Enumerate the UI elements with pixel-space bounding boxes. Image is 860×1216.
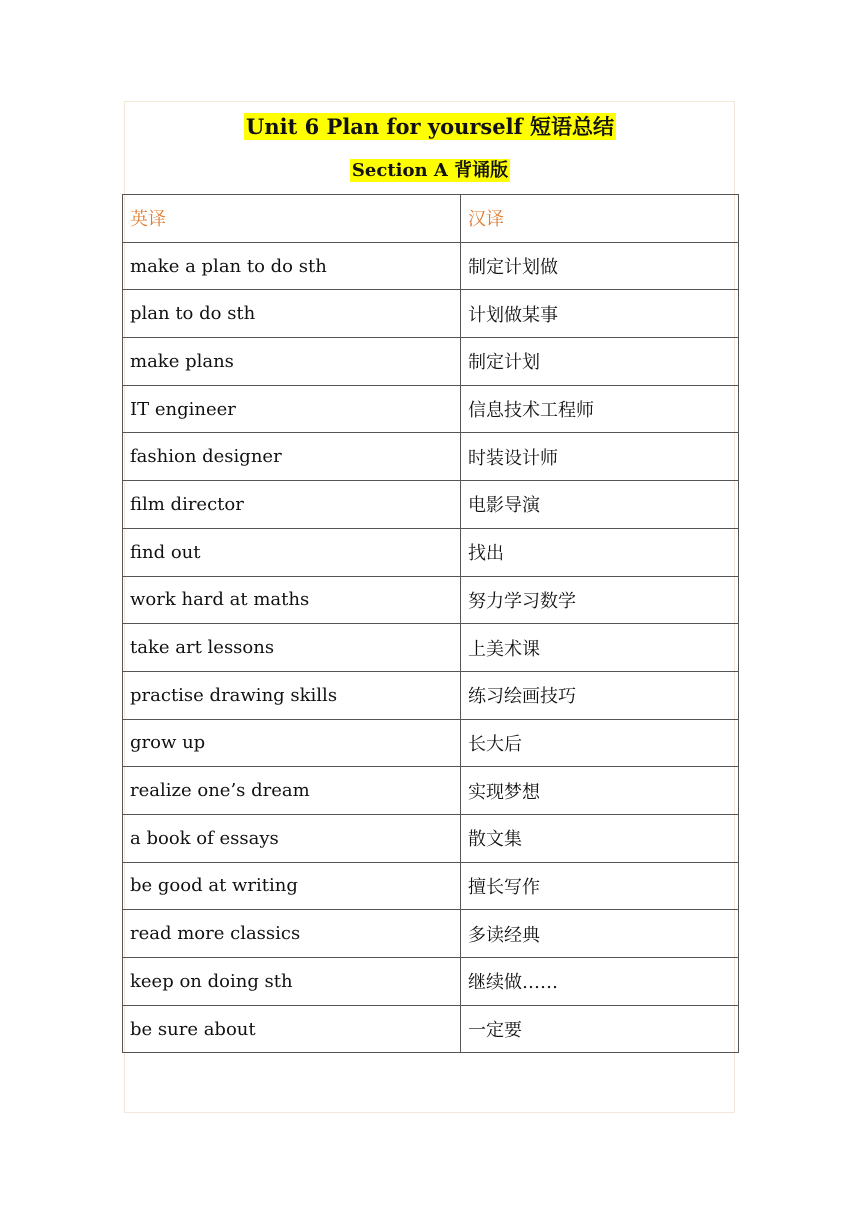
phrase-english: make plans: [123, 338, 461, 386]
phrase-chinese: 上美术课: [461, 624, 739, 672]
phrase-chinese: 练习绘画技巧: [461, 671, 739, 719]
table-row: [123, 624, 739, 672]
page-title: [0, 110, 860, 144]
phrase-chinese: 擅长写作: [461, 862, 739, 910]
table-row: [123, 433, 739, 481]
table-row: [123, 576, 739, 624]
page-subtitle-text: Section A 背诵版: [351, 160, 509, 181]
phrase-chinese: 电影导演: [461, 481, 739, 529]
phrase-chinese: 计划做某事: [461, 290, 739, 338]
table-row: [123, 338, 739, 386]
table-row: [123, 671, 739, 719]
phrase-english: plan to do sth: [123, 290, 461, 338]
table-row: [123, 814, 739, 862]
phrase-chinese: 找出: [461, 528, 739, 576]
table-row: [123, 242, 739, 290]
phrase-chinese: 一定要: [461, 1005, 739, 1053]
phrase-chinese: 继续做……: [461, 958, 739, 1006]
phrase-chinese: 制定计划做: [461, 242, 739, 290]
phrase-chinese: 实现梦想: [461, 767, 739, 815]
phrase-chinese: 努力学习数学: [461, 576, 739, 624]
table-row: [123, 481, 739, 529]
page-subtitle: [0, 156, 860, 186]
phrase-english: read more classics: [123, 910, 461, 958]
table-row: [123, 862, 739, 910]
phrase-english: grow up: [123, 719, 461, 767]
page-title-text: Unit 6 Plan for yourself 短语总结: [246, 114, 614, 139]
phrase-chinese: 时装设计师: [461, 433, 739, 481]
phrase-english: a book of essays: [123, 814, 461, 862]
phrase-english: film director: [123, 481, 461, 529]
phrase-table: [122, 194, 739, 1053]
table-row: [123, 290, 739, 338]
table-row: [123, 958, 739, 1006]
phrase-english: find out: [123, 528, 461, 576]
phrase-english: fashion designer: [123, 433, 461, 481]
phrase-english: practise drawing skills: [123, 671, 461, 719]
phrase-english: realize one’s dream: [123, 767, 461, 815]
phrase-english: be sure about: [123, 1005, 461, 1053]
phrase-english: make a plan to do sth: [123, 242, 461, 290]
phrase-chinese: 长大后: [461, 719, 739, 767]
phrase-chinese: 散文集: [461, 814, 739, 862]
table-row: [123, 767, 739, 815]
table-row: [123, 1005, 739, 1053]
table-header-row: [123, 195, 739, 243]
phrase-english: work hard at maths: [123, 576, 461, 624]
table-row: [123, 910, 739, 958]
table-row: [123, 528, 739, 576]
table-row: [123, 385, 739, 433]
phrase-english: IT engineer: [123, 385, 461, 433]
table-row: [123, 719, 739, 767]
phrase-english: be good at writing: [123, 862, 461, 910]
phrase-english: keep on doing sth: [123, 958, 461, 1006]
header-english: 英译: [123, 195, 461, 243]
phrase-english: take art lessons: [123, 624, 461, 672]
header-chinese: 汉译: [461, 195, 739, 243]
phrase-chinese: 信息技术工程师: [461, 385, 739, 433]
phrase-chinese: 制定计划: [461, 338, 739, 386]
phrase-chinese: 多读经典: [461, 910, 739, 958]
